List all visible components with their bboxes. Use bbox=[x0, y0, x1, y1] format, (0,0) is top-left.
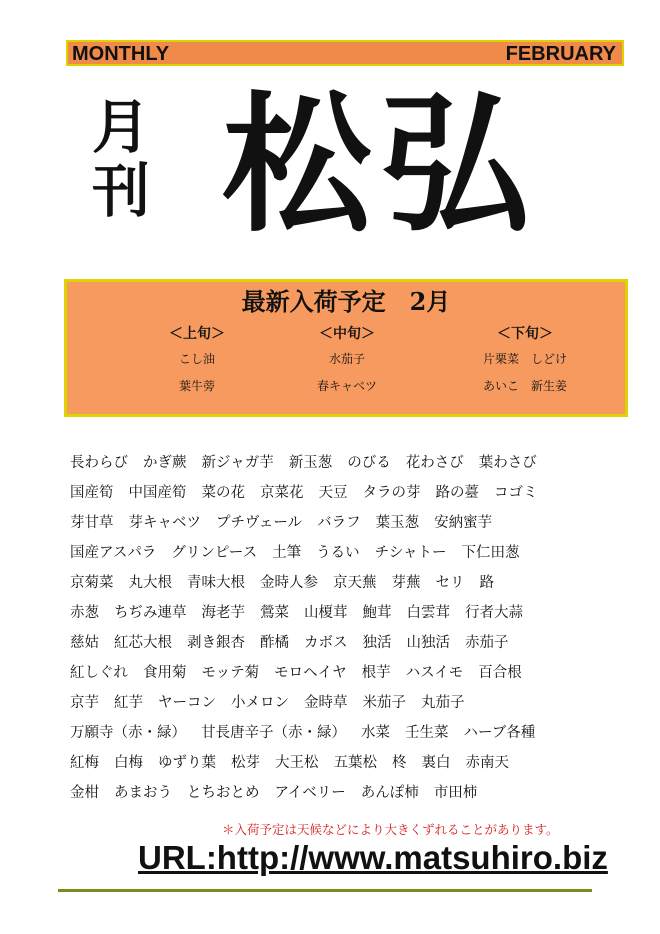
produce-item: 長わらび bbox=[70, 455, 128, 471]
produce-item: 小メロン bbox=[231, 695, 289, 711]
produce-item: セリ bbox=[435, 575, 465, 591]
arrival-schedule-box bbox=[64, 279, 628, 417]
produce-item: 安納蜜芋 bbox=[434, 515, 493, 531]
schedule-column-early bbox=[117, 324, 277, 400]
schedule-item: 春キャベツ bbox=[316, 379, 377, 393]
produce-item: 白雲茸 bbox=[406, 605, 450, 621]
produce-line bbox=[70, 688, 645, 718]
produce-item: 壬生菜 bbox=[405, 725, 449, 741]
produce-item: 行者大蒜 bbox=[465, 605, 523, 621]
produce-item: 菜の花 bbox=[201, 485, 245, 501]
produce-item: 紅芯大根 bbox=[114, 635, 172, 651]
produce-item: 芽甘草 bbox=[70, 515, 114, 531]
produce-item: 食用菊 bbox=[143, 665, 187, 681]
produce-item: チシャトー bbox=[374, 545, 447, 561]
produce-item: 独活 bbox=[362, 635, 392, 651]
produce-item: ちぢみ連草 bbox=[114, 605, 187, 621]
produce-item: アイベリー bbox=[274, 785, 346, 801]
produce-item: ヤーコン bbox=[158, 695, 216, 711]
produce-item: 金柑 bbox=[70, 785, 99, 801]
produce-line bbox=[70, 658, 645, 688]
produce-item: 鮑茸 bbox=[362, 605, 392, 621]
produce-item: モロヘイヤ bbox=[274, 665, 347, 681]
produce-item: 紅芋 bbox=[114, 695, 143, 711]
produce-item: 甘長唐辛子（赤・緑） bbox=[201, 725, 346, 741]
produce-item: 京菜花 bbox=[260, 485, 304, 501]
schedule-column-header: ＜下旬＞ bbox=[497, 326, 553, 342]
schedule-column-header: ＜上旬＞ bbox=[169, 326, 225, 342]
produce-item: ゆずり葉 bbox=[158, 755, 216, 771]
produce-line bbox=[70, 598, 645, 628]
produce-item: ハスイモ bbox=[405, 665, 464, 681]
produce-item: 米茄子 bbox=[362, 695, 406, 711]
bottom-divider bbox=[58, 889, 592, 892]
schedule-item: 葉牛蒡 bbox=[178, 379, 215, 393]
produce-item: 芽キャベツ bbox=[128, 515, 201, 531]
produce-item: カボス bbox=[304, 635, 348, 651]
produce-item: 万願寺（赤・緑） bbox=[70, 725, 186, 741]
produce-line bbox=[70, 448, 645, 478]
produce-item: 根芋 bbox=[361, 665, 391, 681]
disclaimer-note: ＊入荷予定は天候などにより大きくずれることがあります。 bbox=[222, 822, 559, 837]
produce-item: 酢橘 bbox=[260, 635, 289, 651]
produce-item: 赤南天 bbox=[465, 755, 509, 771]
produce-item: 慈姑 bbox=[70, 635, 99, 651]
produce-item: 青味大根 bbox=[187, 575, 245, 591]
produce-item: 紅しぐれ bbox=[70, 665, 128, 681]
produce-item: 丸茄子 bbox=[421, 695, 465, 711]
monthly-kanji-1: 月 bbox=[92, 93, 151, 161]
produce-line bbox=[70, 568, 645, 598]
produce-item: 京天蕪 bbox=[333, 575, 377, 591]
schedule-column-header: ＜中旬＞ bbox=[319, 326, 375, 342]
produce-item: 京芋 bbox=[70, 695, 99, 711]
produce-item: うるい bbox=[316, 545, 360, 561]
produce-item: 海老芋 bbox=[201, 605, 245, 621]
produce-list bbox=[70, 448, 645, 808]
produce-item: 国産筍 bbox=[70, 485, 114, 501]
produce-item: 京菊菜 bbox=[70, 575, 114, 591]
website-link[interactable]: URL:http://www.matsuhiro.biz bbox=[138, 839, 608, 876]
produce-item: とちおとめ bbox=[187, 785, 260, 801]
produce-item: コゴミ bbox=[494, 485, 538, 501]
produce-item: 鶯菜 bbox=[260, 605, 289, 621]
produce-item: 水菜 bbox=[361, 725, 390, 741]
produce-item: 土筆 bbox=[272, 545, 302, 561]
produce-item: ハーブ各種 bbox=[463, 725, 536, 741]
brand-logo-title: 松弘 bbox=[222, 77, 539, 253]
produce-item: 百合根 bbox=[478, 665, 522, 681]
schedule-column-mid bbox=[267, 324, 427, 400]
produce-item: 天豆 bbox=[318, 485, 348, 501]
produce-item: 金時草 bbox=[304, 695, 348, 711]
produce-item: バラフ bbox=[317, 515, 361, 531]
produce-item: 新ジャガ芋 bbox=[201, 455, 274, 471]
schedule-item: 水茄子 bbox=[328, 352, 365, 366]
produce-line bbox=[70, 478, 645, 508]
produce-line bbox=[70, 508, 645, 538]
produce-item: 裏白 bbox=[421, 755, 451, 771]
produce-item: 柊 bbox=[392, 755, 407, 771]
produce-item: あんぽ柿 bbox=[360, 785, 419, 801]
produce-item: 山榎茸 bbox=[304, 605, 348, 621]
produce-item: 花わさび bbox=[405, 455, 464, 471]
monthly-label: MONTHLY bbox=[72, 43, 170, 65]
monthly-kanji bbox=[92, 95, 150, 223]
produce-item: 大王松 bbox=[275, 755, 319, 771]
schedule-item: こし油 bbox=[178, 352, 215, 366]
produce-item: 紅梅 bbox=[70, 755, 99, 771]
produce-item: 市田柿 bbox=[433, 785, 478, 801]
produce-item: 国産アスパラ bbox=[70, 545, 157, 561]
produce-line bbox=[70, 628, 645, 658]
schedule-item: あいこ 新生姜 bbox=[482, 379, 567, 393]
produce-item: タラの芽 bbox=[362, 485, 421, 501]
produce-item: 中国産筍 bbox=[128, 485, 187, 501]
produce-item: 葉玉葱 bbox=[375, 515, 420, 531]
produce-item: 赤葱 bbox=[70, 605, 99, 621]
produce-item: あまおう bbox=[114, 785, 172, 801]
schedule-heading: 最新入荷予定 2月 bbox=[241, 287, 451, 316]
produce-item: かぎ蕨 bbox=[143, 455, 187, 471]
produce-item: 葉わさび bbox=[478, 455, 537, 471]
monthly-kanji-2: 刊 bbox=[92, 157, 151, 225]
produce-item: 山独活 bbox=[406, 635, 450, 651]
produce-item: 下仁田葱 bbox=[461, 545, 520, 561]
produce-item: 路 bbox=[479, 575, 494, 591]
produce-item: 丸大根 bbox=[128, 575, 172, 591]
schedule-item: 片栗菜 しどけ bbox=[482, 352, 567, 366]
produce-item: のびる bbox=[347, 455, 391, 471]
produce-item: 赤茄子 bbox=[465, 635, 509, 651]
produce-item: グリンピース bbox=[171, 545, 258, 561]
month-label: FEBRUARY bbox=[505, 43, 616, 65]
produce-item: 白梅 bbox=[114, 755, 143, 771]
produce-item: 剥き銀杏 bbox=[187, 635, 245, 651]
schedule-column-late bbox=[445, 324, 605, 400]
produce-item: 芽蕪 bbox=[391, 575, 421, 591]
header-banner bbox=[66, 40, 624, 66]
produce-item: モッテ菊 bbox=[201, 665, 260, 681]
produce-line bbox=[70, 718, 645, 748]
produce-line bbox=[70, 538, 645, 568]
produce-item: 新玉葱 bbox=[288, 455, 333, 471]
produce-item: 五葉松 bbox=[333, 755, 377, 771]
produce-line bbox=[70, 778, 645, 808]
produce-item: 松芽 bbox=[231, 755, 260, 771]
produce-line bbox=[70, 748, 645, 778]
produce-item: プチヴェール bbox=[216, 515, 303, 531]
produce-item: 金時人参 bbox=[260, 575, 318, 591]
produce-item: 路の薹 bbox=[435, 485, 479, 501]
